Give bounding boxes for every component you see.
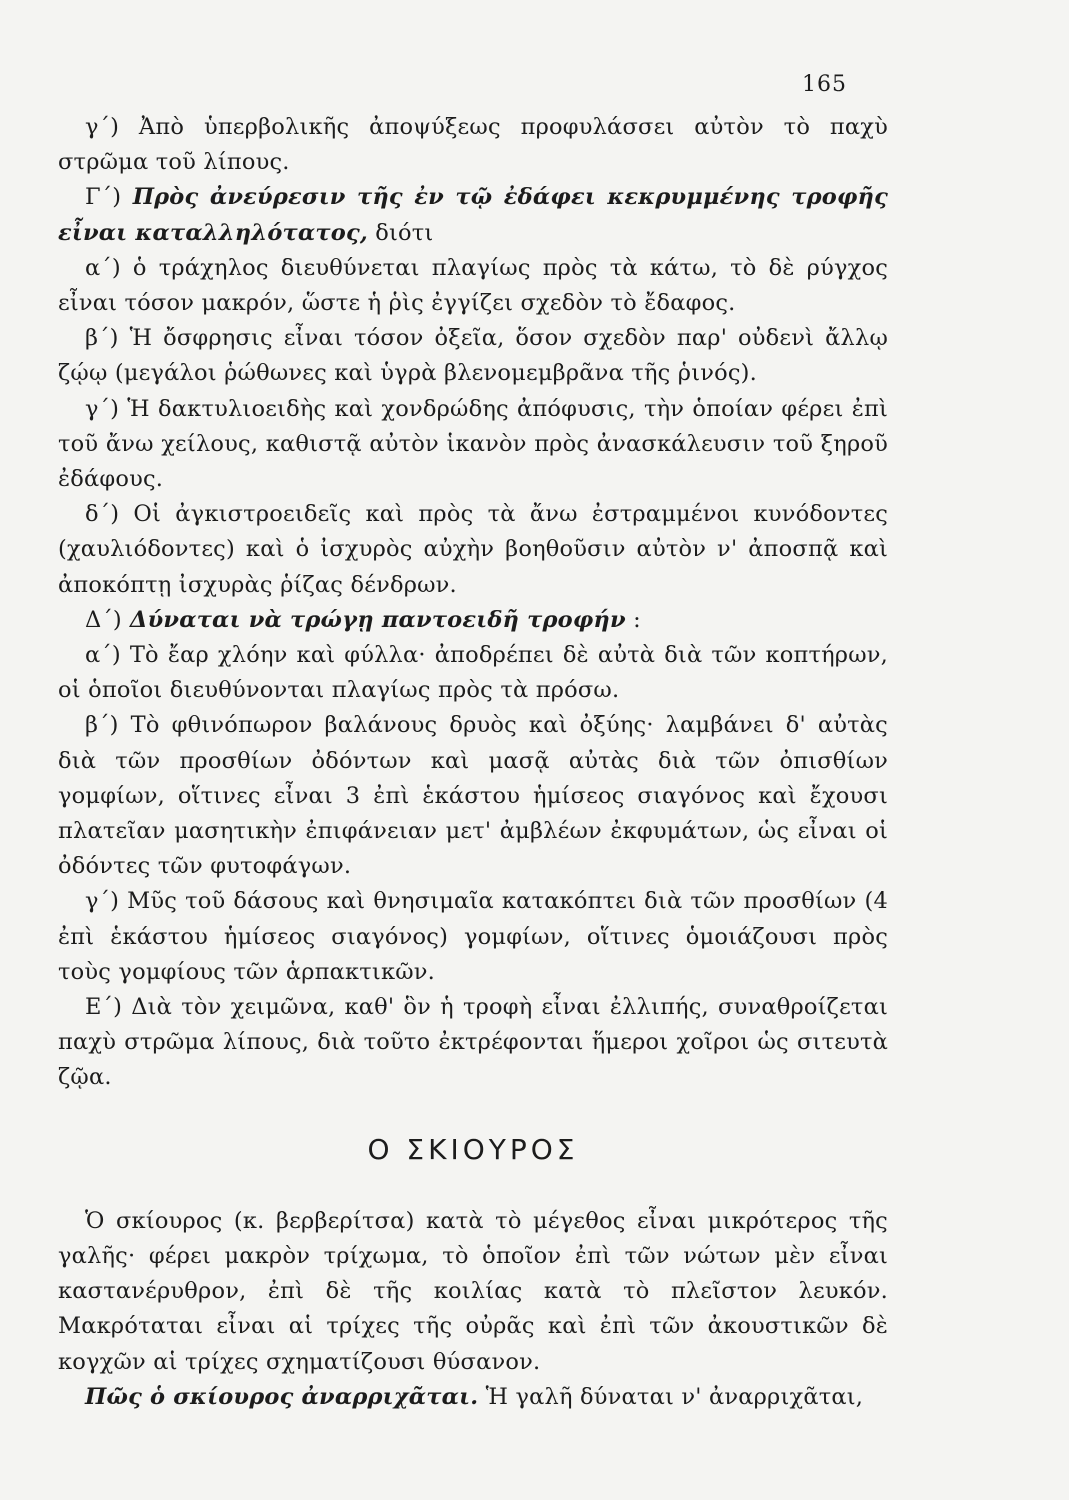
paragraph-text: Μῦς τοῦ δάσους καὶ θνησιμαῖα κατακόπτει διὰ τῶν προσθίων (4 ἐπὶ ἑκάστου ἡμίσεος σιαγόνος) γομφίων, οἵτινες ὁμοιάζουσι πρὸς τοὺς γομφίους τῶν ἁρπακτικῶν.: [58, 888, 888, 985]
bold-heading: Πῶς ὁ σκίουρος ἀναρριχᾶται.: [85, 1383, 479, 1410]
paragraph: [58, 990, 888, 1096]
paragraph: [58, 884, 888, 990]
paragraph-label: α΄): [85, 642, 121, 669]
paragraph-label: γ΄): [85, 395, 120, 422]
paragraph-label: δ΄): [85, 501, 120, 528]
paragraph: [58, 1380, 888, 1415]
paragraph: [58, 180, 888, 250]
section-title: Ο ΣΚΙΟΥΡΟΣ: [367, 1132, 579, 1166]
paragraph: [58, 392, 888, 498]
paragraph-text: Ἡ ὄσφρησις εἶναι τόσον ὀξεῖα, ὅσον σχεδὸν παρ' οὐδενὶ ἄλλῳ ζῴῳ (μεγάλοι ῥώθωνες καὶ ὑγρὰ βλενομεμβρᾶνα τῆς ῥινός).: [58, 325, 888, 387]
paragraph-label: Δ΄): [85, 606, 122, 633]
paragraph-text: Ἀπὸ ὑπερβολικῆς ἀποψύξεως προφυλάσσει αὐτὸν τὸ παχὺ στρῶμα τοῦ λίπους.: [58, 114, 888, 176]
paragraphs-bottom: [58, 1204, 888, 1415]
paragraph-label: β΄): [85, 712, 119, 739]
paragraph-text: Διὰ τὸν χειμῶνα, καθ' ὃν ἡ τροφὴ εἶναι ἐλλιπής, συναθροίζεται παχὺ στρῶμα λίπους, διὰ τοῦτο ἐκτρέφονται ἥμεροι χοῖροι ὡς σιτευτὰ ζῷα.: [58, 994, 888, 1091]
bold-heading: Πρὸς ἀνεύρεσιν τῆς ἐν τῷ ἐδάφει κεκρυμμένης τροφῆς εἶναι καταλληλότατος,: [58, 184, 888, 246]
paragraph-label: α΄): [85, 254, 121, 281]
paragraph-label: γ΄): [85, 114, 120, 140]
paragraph-label: β΄): [85, 325, 119, 352]
paragraph: [58, 321, 888, 391]
paragraph-text: διότι: [367, 219, 434, 246]
body-text: [58, 110, 888, 1415]
paragraph-label: γ΄): [85, 888, 120, 915]
paragraph-text: Ἡ γαλῆ δύναται ν' ἀναρριχᾶται,: [478, 1383, 864, 1410]
paragraph: [58, 603, 888, 638]
paragraph-text: Ὁ σκίουρος (κ. βερβερίτσα) κατὰ τὸ μέγεθος εἶναι μικρότερος τῆς γαλῆς· φέρει μακρὸν τρίχωμα, τὸ ὁποῖον ἐπὶ τῶν νώτων μὲν εἶναι καστανέρυθρον, ἐπὶ δὲ τῆς κοιλίας κατὰ τὸ πλεῖστον λευκόν. Μακρόταται εἶναι αἱ τρίχες τῆς οὐρᾶς καὶ ἐπὶ τῶν ἀκουστικῶν δὲ κογχῶν αἱ τρίχες σχηματίζουσι θύσανον.: [58, 1207, 888, 1375]
paragraph: [58, 638, 888, 708]
paragraph-text: Τὸ φθινόπωρον βαλάνους δρυὸς καὶ ὀξύης· λαμβάνει δ' αὐτὰς διὰ τῶν προσθίων ὀδόντων καὶ μασᾷ αὐτὰς διὰ τῶν ὀπισθίων γομφίων, οἵτινες εἶναι 3 ἐπὶ ἑκάστου ἡμίσεος σιαγόνος καὶ ἔχουσι πλατεῖαν μασητικὴν ἐπιφάνειαν μετ' ἀμβλέων ἐκφυμάτων, ὡς εἶναι οἱ ὀδόντες τῶν φυτοφάγων.: [58, 712, 888, 880]
paragraph-text: Τὸ ἔαρ χλόην καὶ φύλλα· ἀποδρέπει δὲ αὐτὰ διὰ τῶν κοπτήρων, οἱ ὁποῖοι διευθύνονται πλαγίως πρὸς τὰ πρόσω.: [58, 642, 888, 704]
bold-heading: Δύναται νὰ τρώγῃ παντοειδῆ τροφήν: [121, 606, 626, 633]
paragraph-label: Γ΄): [85, 184, 122, 211]
page-number: 165: [802, 72, 847, 97]
paragraph-text: Ἡ δακτυλιοειδὴς καὶ χονδρώδης ἀπόφυσις, τὴν ὁποίαν φέρει ἐπὶ τοῦ ἄνω χείλους, καθιστᾷ αὐτὸν ἱκανὸν πρὸς ἀνασκάλευσιν τοῦ ξηροῦ ἐδάφους.: [58, 395, 888, 493]
paragraph: [58, 110, 888, 180]
paragraph-text: :: [625, 606, 641, 633]
paragraph: [58, 1204, 888, 1380]
paragraph-label: Ε΄): [85, 994, 123, 1021]
paragraph: [58, 251, 888, 321]
paragraphs-top: [58, 110, 888, 1096]
paragraph-text: ὁ τράχηλος διευθύνεται πλαγίως πρὸς τὰ κάτω, τὸ δὲ ρύγχος εἶναι τόσον μακρόν, ὥστε ἡ ῥὶς ἐγγίζει σχεδὸν τὸ ἔδαφος.: [58, 254, 888, 317]
paragraph: [58, 497, 888, 603]
paragraph-text: Οἱ ἀγκιστροειδεῖς καὶ πρὸς τὰ ἄνω ἐστραμμένοι κυνόδοντες (χαυλιόδοντες) καὶ ὁ ἰσχυρὸς αὐχὴν βοηθοῦσιν αὐτὸν ν' ἀποσπᾷ καὶ ἀποκόπτῃ ἰσχυρὰς ῥίζας δένδρων.: [58, 501, 888, 598]
paragraph: [58, 708, 888, 884]
